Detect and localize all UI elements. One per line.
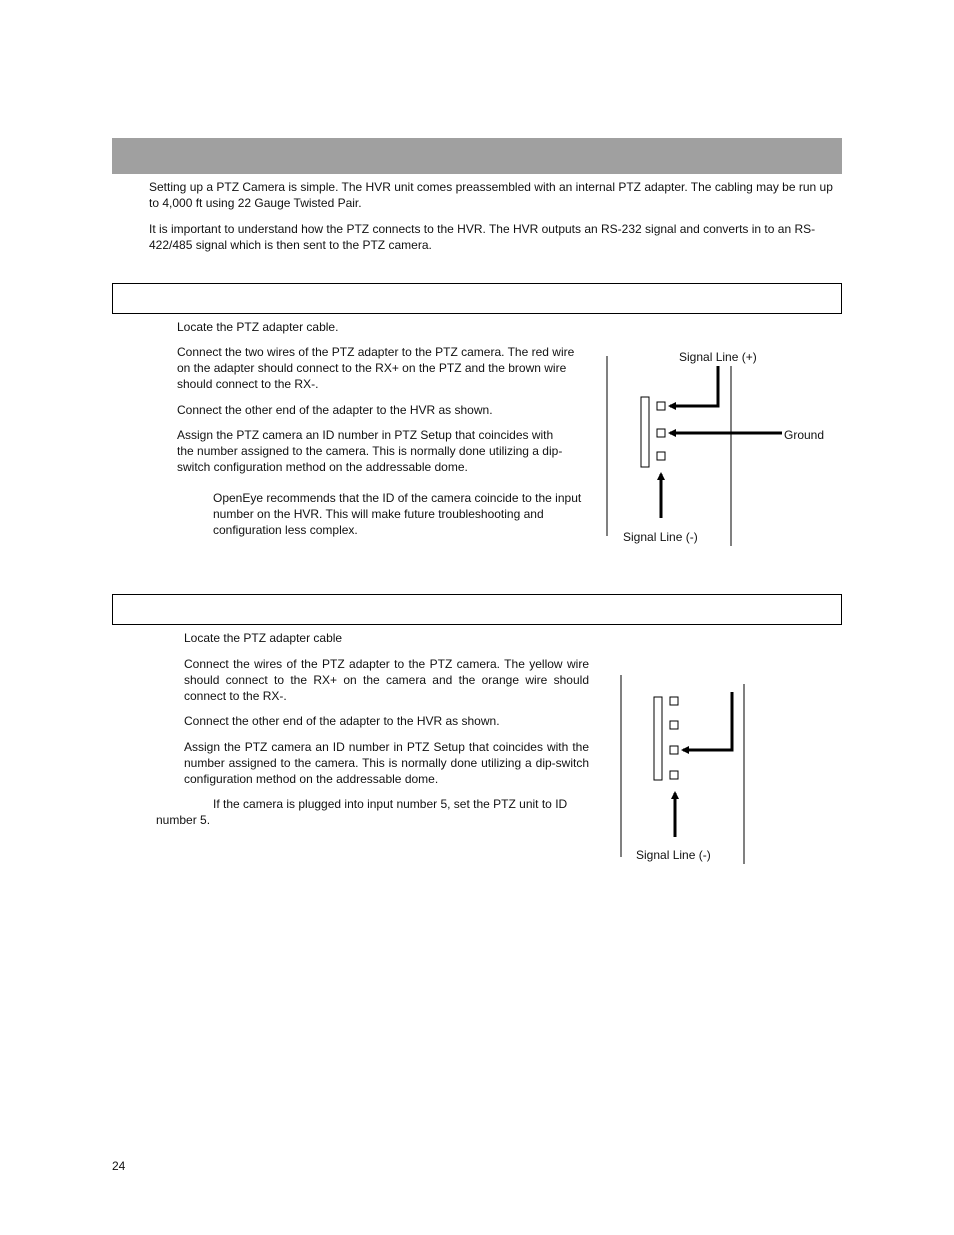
s1-step-4: Assign the PTZ camera an ID number in PTZ Setup that coincides with the number assigned to the camera. This is normally done utilizing a dip-switch configuration method on the addressable dome. bbox=[177, 428, 563, 474]
diagram2-plug-body bbox=[654, 697, 662, 780]
intro-paragraph-2: It is important to understand how the PTZ connects to the HVR. The HVR outputs an RS-232 signal and converts in to an RS-422/485 signal which is then sent to the PTZ camera. bbox=[149, 222, 816, 252]
diagram2-pin-1 bbox=[670, 697, 678, 705]
s1-note: OpenEye recommends that the ID of the camera coincide to the input number on the HVR. This will make future troubleshooting and configuration less complex. bbox=[213, 491, 582, 537]
diagram2-pin-4 bbox=[670, 771, 678, 779]
diagram1-label-signal-plus: Signal Line (+) bbox=[679, 350, 757, 364]
s1-step-1: Locate the PTZ adapter cable. bbox=[177, 320, 339, 334]
diagram2-pin-2 bbox=[670, 721, 678, 729]
diagram2-pin-3 bbox=[670, 746, 678, 754]
s2-step-4: Assign the PTZ camera an ID number in PTZ Setup that coincides with the number assigned to the camera. This is normally done utilizing a dip-switch configuration method on the addressable dome. bbox=[184, 740, 589, 786]
s2-step-3: Connect the other end of the adapter to the HVR as shown. bbox=[184, 714, 500, 728]
page-number: 24 bbox=[112, 1159, 126, 1173]
diagram1-label-signal-minus: Signal Line (-) bbox=[623, 530, 698, 544]
intro-paragraph-1: Setting up a PTZ Camera is simple. The HVR unit comes preassembled with an internal PTZ adapter. The cabling may be run up to 4,000 ft using 22 Gauge Twisted Pair. bbox=[149, 180, 833, 210]
diagram2-label-signal-minus: Signal Line (-) bbox=[636, 848, 711, 862]
s2-note-line-2: number 5. bbox=[156, 813, 211, 827]
s1-step-3: Connect the other end of the adapter to the HVR as shown. bbox=[177, 403, 493, 417]
s1-step-2: Connect the two wires of the PTZ adapter to the PTZ camera. The red wire on the adapter should connect to the RX+ on the PTZ and the brown wire should connect to the RX-. bbox=[177, 345, 575, 391]
s2-note-line-1: If the camera is plugged into input number 5, set the PTZ unit to ID bbox=[213, 797, 568, 811]
diagram2-arrow-plus bbox=[683, 692, 732, 750]
s2-step-1: Locate the PTZ adapter cable bbox=[184, 631, 343, 645]
diagram1-label-ground: Ground bbox=[784, 428, 825, 442]
s2-step-2: Connect the wires of the PTZ adapter to the PTZ camera. The yellow wire should connect to the RX+ on the camera and the orange wire should connect to the RX-. bbox=[184, 657, 589, 703]
